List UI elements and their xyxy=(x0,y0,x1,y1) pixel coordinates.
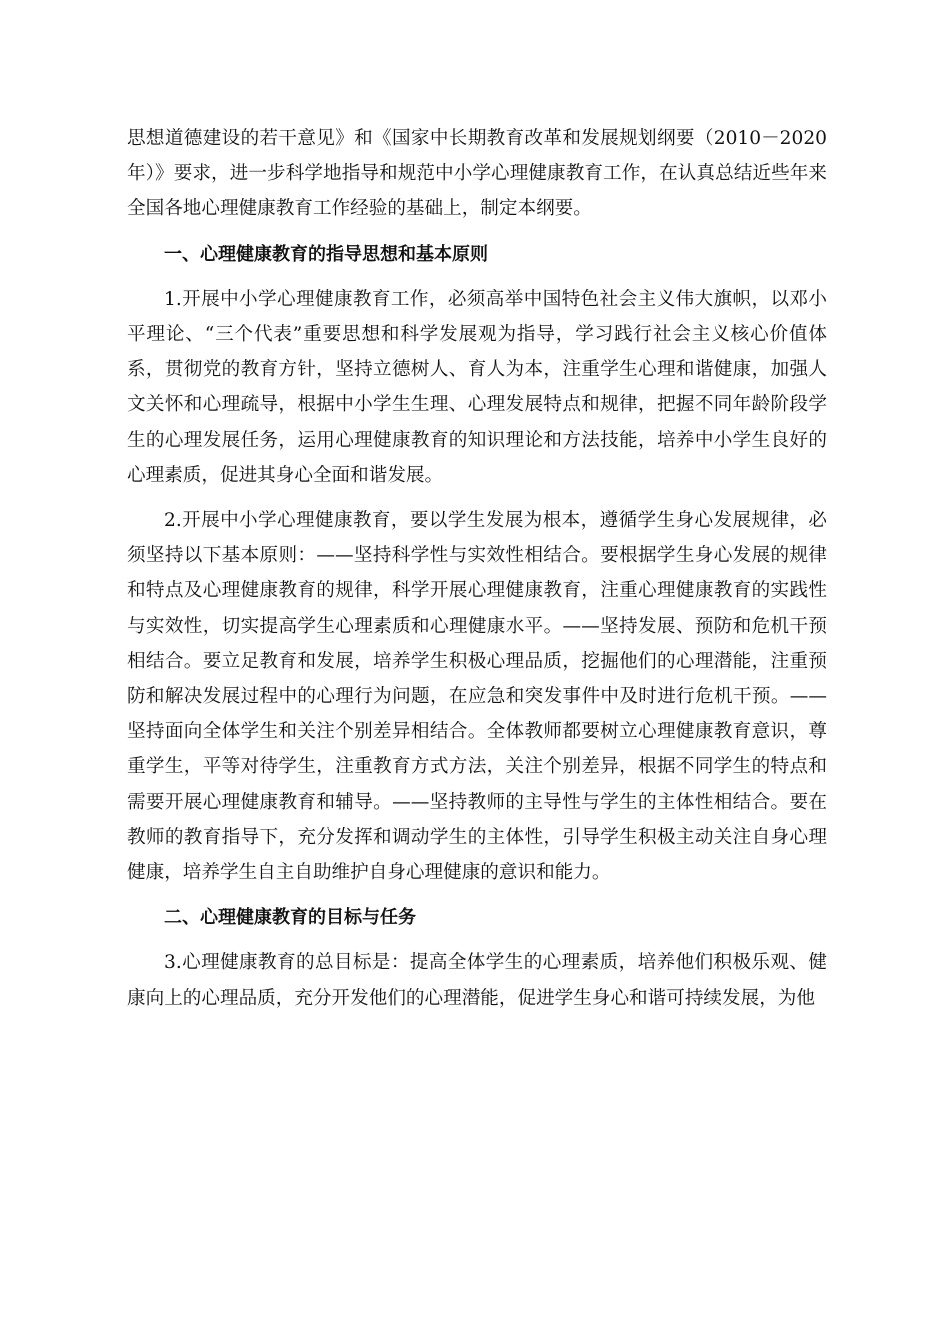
section-2-paragraph-1: 3.心理健康教育的总目标是：提高全体学生的心理素质，培养他们积极乐观、健康向上的心理品质，充分开发他们的心理潜能，促进学生身心和谐可持续发展，为他 xyxy=(127,952,827,1009)
intro-paragraph: 思想道德建设的若干意见》和《国家中长期教育改革和发展规划纲要（2010－2020年）》要求，进一步科学地指导和规范中小学心理健康教育工作，在认真总结近些年来全国各地心理健康教育工作经验的基础上，制定本纲要。 xyxy=(127,128,827,220)
section-1-paragraph-1: 1.开展中小学心理健康教育工作，必须高举中国特色社会主义伟大旗帜，以邓小平理论、“三个代表”重要思想和科学发展观为指导，学习践行社会主义核心价值体系，贯彻党的教育方针，坚持立德树人、育人为本，注重学生心理和谐健康，加强人文关怀和心理疏导，根据中小学生生理、心理发展特点和规律，把握不同年龄阶段学生的心理发展任务，运用心理健康教育的知识理论和方法技能，培养中小学生良好的心理素质，促进其身心全面和谐发展。 xyxy=(127,288,827,486)
section-2-heading: 二、心理健康教育的目标与任务 xyxy=(164,907,416,929)
section-1-heading: 一、心理健康教育的指导思想和基本原则 xyxy=(164,243,488,265)
document-body xyxy=(127,121,827,1016)
section-1-paragraph-2: 2.开展中小学心理健康教育，要以学生发展为根本，遵循学生身心发展规律，必须坚持以下基本原则：——坚持科学性与实效性相结合。要根据学生身心发展的规律和特点及心理健康教育的规律，科学开展心理健康教育，注重心理健康教育的实践性与实效性，切实提高学生心理素质和心理健康水平。——坚持发展、预防和危机干预相结合。要立足教育和发展，培养学生积极心理品质，挖掘他们的心理潜能，注重预防和解决发展过程中的心理行为问题，在应急和突发事件中及时进行危机干预。——坚持面向全体学生和关注个别差异相结合。全体教师都要树立心理健康教育意识，尊重学生，平等对待学生，注重教育方式方法，关注个别差异，根据不同学生的特点和需要开展心理健康教育和辅导。——坚持教师的主导性与学生的主体性相结合。要在教师的教育指导下，充分发挥和调动学生的主体性，引导学生积极主动关注自身心理健康，培养学生自主自助维护自身心理健康的意识和能力。 xyxy=(127,510,827,884)
